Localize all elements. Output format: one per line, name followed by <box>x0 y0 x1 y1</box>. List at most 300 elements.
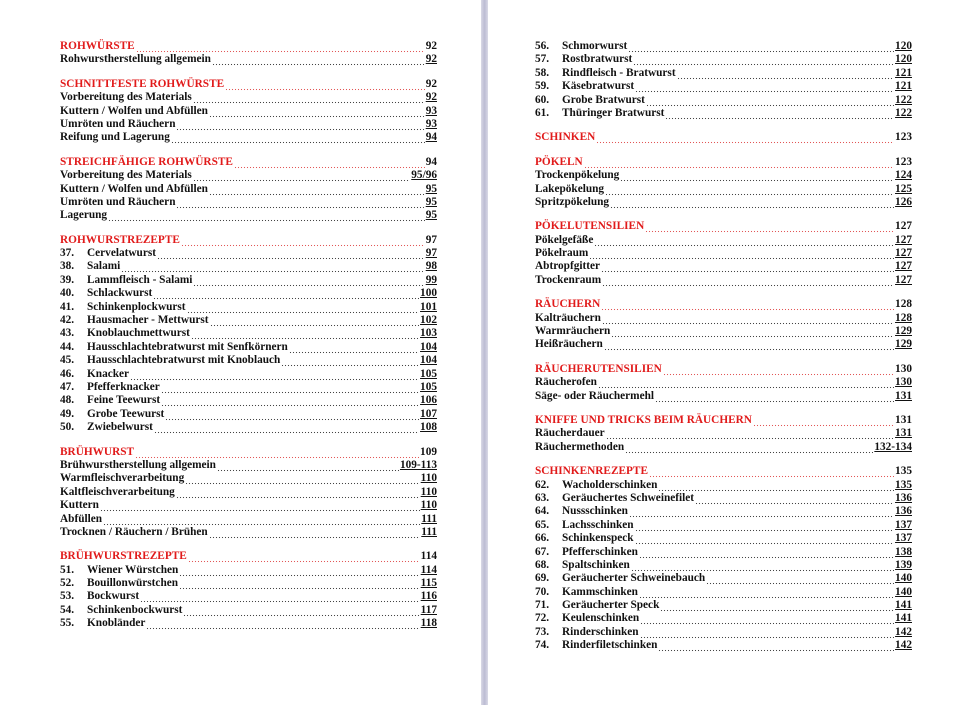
toc-entry-title: Kalträuchern <box>535 311 601 324</box>
toc-entry-title: Schinkenplockwurst <box>87 300 186 313</box>
toc-entry <box>535 639 912 652</box>
toc-page-number: 142 <box>895 625 912 638</box>
dot-leader <box>154 421 419 434</box>
book-gutter <box>481 0 488 705</box>
toc-entry <box>60 274 437 287</box>
toc-entry <box>60 486 437 499</box>
dot-leader <box>658 639 894 652</box>
toc-entry-title: Rinderfiletschinken <box>562 639 658 652</box>
toc-left <box>60 40 437 631</box>
toc-entry-number: 50. <box>60 421 75 434</box>
dot-leader <box>663 363 894 376</box>
toc-page-number: 126 <box>895 195 912 208</box>
toc-section-heading <box>535 156 912 169</box>
toc-page-number: 135 <box>895 465 912 478</box>
dot-leader <box>640 626 894 639</box>
toc-entry <box>535 492 912 505</box>
dot-leader <box>289 341 419 354</box>
dot-leader <box>604 338 894 351</box>
toc-entry-title: Nussschinken <box>562 505 628 518</box>
toc-page-number: 106 <box>420 394 437 407</box>
toc-page-number: 142 <box>895 639 912 652</box>
toc-entry <box>535 53 912 66</box>
dot-leader <box>187 301 419 314</box>
toc-entry <box>535 479 912 492</box>
toc-entry <box>60 526 437 539</box>
dot-leader <box>209 105 425 118</box>
dot-leader <box>188 550 420 563</box>
toc-page-number: 124 <box>895 169 912 182</box>
toc-entry-number: 44. <box>60 340 75 353</box>
toc-page-number: 97 <box>425 247 437 260</box>
toc-entry-title: Keulenschinken <box>562 612 640 625</box>
toc-entry <box>60 617 437 630</box>
toc-page-number: 105 <box>420 367 437 380</box>
toc-page-number: 93 <box>425 117 437 130</box>
toc-entry-title: Warmräuchern <box>535 325 611 338</box>
toc-entry-title: Abtropfgitter <box>535 260 601 273</box>
toc-entry-title: Pfefferschinken <box>562 545 638 558</box>
toc-entry-title: Räuchermethoden <box>535 440 625 453</box>
toc-entry <box>535 196 912 209</box>
toc-page-number: 110 <box>420 472 437 485</box>
toc-entry-title: Umröten und Räuchern <box>60 195 176 208</box>
toc-entry <box>60 301 437 314</box>
dot-leader <box>179 564 419 577</box>
dot-leader <box>631 559 894 572</box>
toc-page-number: 121 <box>895 80 912 93</box>
toc-page-number: 97 <box>425 233 437 246</box>
toc-entry-title: Lammfleisch - Salami <box>87 273 193 286</box>
dot-leader <box>606 427 894 440</box>
toc-entry-title: ROHWÜRSTE <box>60 40 135 52</box>
toc-entry-number: 56. <box>535 40 550 52</box>
toc-entry <box>535 338 912 351</box>
dot-leader <box>635 519 894 532</box>
toc-entry-title: Wiener Würstchen <box>87 563 179 576</box>
toc-entry-title: Rostbratwurst <box>562 53 633 66</box>
toc-entry <box>60 472 437 485</box>
dot-leader <box>629 505 894 518</box>
toc-page-number: 111 <box>421 525 437 538</box>
toc-entry-title: Schinkenspeck <box>562 532 634 545</box>
toc-entry <box>60 394 437 407</box>
toc-section-heading <box>535 414 912 427</box>
toc-entry-title: KNIFFE UND TRICKS BEIM RÄUCHERN <box>535 413 752 426</box>
toc-entry <box>535 532 912 545</box>
toc-page-number: 110 <box>420 485 437 498</box>
toc-entry-title: ROHWURSTREZEPTE <box>60 233 180 246</box>
toc-page-number: 118 <box>420 617 437 630</box>
toc-entry-title: Pfefferknacker <box>87 380 160 393</box>
toc-entry-title: Zwiebelwurst <box>87 421 153 434</box>
toc-entry-number: 45. <box>60 354 75 367</box>
toc-page-number: 100 <box>420 287 437 300</box>
toc-entry <box>60 287 437 300</box>
toc-entry <box>535 559 912 572</box>
toc-page-number: 122 <box>895 93 912 106</box>
toc-entry-number: 63. <box>535 491 550 504</box>
toc-entry-title: Trocknen / Räuchern / Brühen <box>60 525 208 538</box>
dot-leader <box>176 486 420 499</box>
dot-leader <box>135 446 419 459</box>
toc-entry-number: 38. <box>60 260 75 273</box>
dot-leader <box>193 91 425 104</box>
toc-entry-title: Brühwurstherstellung allgemein <box>60 458 216 471</box>
toc-entry-number: 71. <box>535 599 550 612</box>
toc-entry-number: 72. <box>535 612 550 625</box>
toc-entry-title: RÄUCHERN <box>535 298 601 311</box>
toc-entry-title: SCHINKEN <box>535 131 596 144</box>
toc-page-number: 137 <box>895 518 912 531</box>
dot-leader <box>611 325 894 338</box>
toc-page-number: 111 <box>421 512 437 525</box>
dot-leader <box>610 196 894 209</box>
toc-page-number: 109-113 <box>399 458 437 471</box>
toc-page-number: 92 <box>425 53 437 66</box>
toc-section-heading <box>535 465 912 478</box>
toc-entry-number: 41. <box>60 300 75 313</box>
toc-page-number: 94 <box>425 131 437 144</box>
toc-entry-number: 40. <box>60 287 75 300</box>
toc-entry-title: Lachsschinken <box>562 518 634 531</box>
dot-leader <box>193 274 424 287</box>
toc-section-heading <box>60 550 437 563</box>
toc-entry <box>60 105 437 118</box>
toc-entry-title: Thüringer Bratwurst <box>562 106 665 119</box>
toc-entry-title: Lagerung <box>60 209 108 222</box>
toc-page-number: 108 <box>420 421 437 434</box>
toc-entry-number: 74. <box>535 639 550 652</box>
toc-entry <box>535 612 912 625</box>
toc-entry <box>60 327 437 340</box>
toc-page-number: 127 <box>895 260 912 273</box>
toc-page-number: 131 <box>895 427 912 440</box>
toc-page-number: 105 <box>420 380 437 393</box>
toc-page-number: 137 <box>895 532 912 545</box>
toc-entry <box>535 325 912 338</box>
dot-leader <box>103 513 420 526</box>
dot-leader <box>628 40 894 53</box>
toc-entry-number: 53. <box>60 590 75 603</box>
toc-entry-title: BRÜHWURSTREZEPTE <box>60 550 187 563</box>
toc-page-number: 114 <box>420 563 437 576</box>
toc-entry <box>535 376 912 389</box>
toc-entry-number: 59. <box>535 80 550 93</box>
dot-leader <box>596 131 894 144</box>
toc-entry-title: Hausmacher - Mettwurst <box>87 314 209 327</box>
toc-page-number: 132-134 <box>874 440 912 453</box>
toc-page-number: 125 <box>895 182 912 195</box>
toc-entry-number: 39. <box>60 273 75 286</box>
toc-page-number: 117 <box>420 603 437 616</box>
toc-entry <box>60 118 437 131</box>
toc-entry-title: Abfüllen <box>60 512 103 525</box>
toc-entry-title: Pökelraum <box>535 247 589 260</box>
toc-page-number: 121 <box>895 66 912 79</box>
toc-entry-number: 61. <box>535 106 550 119</box>
dot-leader <box>209 183 425 196</box>
dot-leader <box>660 599 894 612</box>
toc-page-number: 115 <box>420 577 437 590</box>
toc-entry <box>535 599 912 612</box>
toc-entry <box>60 499 437 512</box>
dot-leader <box>157 247 425 260</box>
dot-leader <box>658 479 894 492</box>
toc-entry-number: 73. <box>535 625 550 638</box>
toc-page-number: 92 <box>425 40 437 52</box>
toc-entry <box>60 91 437 104</box>
dot-leader <box>140 590 420 603</box>
dot-leader <box>281 354 419 367</box>
toc-entry-title: Kaltfleischverarbeitung <box>60 485 175 498</box>
toc-entry-title: Rohwurstherstellung allgemein <box>60 53 211 66</box>
toc-page-number: 141 <box>895 612 912 625</box>
toc-entry-title: SCHNITTFESTE ROHWÜRSTE <box>60 77 225 90</box>
dot-leader <box>620 169 894 182</box>
toc-entry-title: Feine Teewurst <box>87 394 161 407</box>
toc-entry <box>60 260 437 273</box>
dot-leader <box>753 414 894 427</box>
dot-leader <box>146 617 419 630</box>
toc-page-number: 122 <box>895 106 912 119</box>
toc-entry <box>535 519 912 532</box>
dot-leader <box>649 465 894 478</box>
dot-leader <box>639 546 894 559</box>
toc-entry-title: Schinkenbockwurst <box>87 603 183 616</box>
toc-entry <box>535 80 912 93</box>
toc-entry-title: Knobländer <box>87 617 146 630</box>
toc-entry-title: Kuttern / Wolfen und Abfüllen <box>60 104 208 117</box>
toc-section-heading <box>535 131 912 144</box>
toc-entry-title: Trockenpökelung <box>535 169 620 182</box>
toc-entry-number: 58. <box>535 66 550 79</box>
toc-entry-title: Vorbereitung des Materials <box>60 91 192 104</box>
dot-leader <box>594 234 894 247</box>
dot-leader <box>639 586 894 599</box>
dot-leader <box>589 247 894 260</box>
toc-entry <box>535 247 912 260</box>
toc-page-number: 139 <box>895 558 912 571</box>
dot-leader <box>130 368 419 381</box>
toc-entry-number: 55. <box>60 617 75 630</box>
toc-entry-title: Pökelgefäße <box>535 233 594 246</box>
dot-leader <box>136 40 425 53</box>
dot-leader <box>217 459 399 472</box>
toc-page-number: 129 <box>895 325 912 338</box>
toc-page-number: 131 <box>895 413 912 426</box>
toc-entry-title: RÄUCHERUTENSILIEN <box>535 362 662 375</box>
toc-page-number: 104 <box>420 340 437 353</box>
toc-entry <box>535 505 912 518</box>
toc-page-number: 140 <box>895 572 912 585</box>
toc-entry <box>60 314 437 327</box>
toc-page-number: 109 <box>420 445 437 458</box>
toc-page-number: 120 <box>895 40 912 52</box>
toc-entry-title: Trockenraum <box>535 273 602 286</box>
toc-section-heading <box>60 446 437 459</box>
toc-page-number: 116 <box>420 590 437 603</box>
toc-entry <box>535 312 912 325</box>
toc-page-number: 95 <box>425 195 437 208</box>
toc-entry-title: Geräucherter Speck <box>562 599 660 612</box>
toc-entry <box>60 513 437 526</box>
dot-leader <box>602 312 894 325</box>
toc-page-number: 99 <box>425 273 437 286</box>
toc-entry-title: Spaltschinken <box>562 558 630 571</box>
toc-entry <box>60 341 437 354</box>
toc-entry-title: Vorbereitung des Materials <box>60 169 192 182</box>
toc-entry <box>60 247 437 260</box>
dot-leader <box>191 327 419 340</box>
dot-leader <box>176 196 424 209</box>
toc-page-number: 107 <box>420 407 437 420</box>
dot-leader <box>161 394 419 407</box>
toc-entry <box>60 196 437 209</box>
toc-page-number: 127 <box>895 247 912 260</box>
dot-leader <box>706 572 894 585</box>
toc-entry-title: Knacker <box>87 367 130 380</box>
toc-page-number: 94 <box>425 155 437 168</box>
toc-page-number: 129 <box>895 338 912 351</box>
dot-leader <box>635 532 894 545</box>
toc-entry-number: 42. <box>60 314 75 327</box>
toc-section-heading <box>535 220 912 233</box>
toc-entry-number: 51. <box>60 563 75 576</box>
toc-entry-number: 47. <box>60 380 75 393</box>
dot-leader <box>602 274 894 287</box>
dot-leader <box>108 209 425 222</box>
toc-section-heading <box>535 363 912 376</box>
toc-entry <box>60 183 437 196</box>
toc-page-number: 136 <box>895 491 912 504</box>
dot-leader <box>181 234 425 247</box>
toc-entry-title: Kuttern / Wolfen und Abfüllen <box>60 182 208 195</box>
dot-leader <box>210 314 420 327</box>
toc-entry <box>535 183 912 196</box>
toc-entry <box>535 107 912 120</box>
toc-entry <box>535 546 912 559</box>
toc-entry-title: Hausschlachtebratwurst mit Knoblauch <box>87 354 281 367</box>
dot-leader <box>176 118 424 131</box>
toc-entry-title: Bouillonwürstchen <box>87 577 179 590</box>
toc-entry-title: Räucherdauer <box>535 427 605 440</box>
toc-page-number: 92 <box>425 91 437 104</box>
toc-entry-title: Kuttern <box>60 499 99 512</box>
toc-entry <box>535 441 912 454</box>
toc-entry-title: Salami <box>87 260 121 273</box>
toc-entry-title: Cervelatwurst <box>87 247 157 260</box>
toc-page-number: 131 <box>895 389 912 402</box>
dot-leader <box>121 260 424 273</box>
toc-entry-number: 54. <box>60 603 75 616</box>
toc-entry-title: Rindfleisch - Bratwurst <box>562 66 676 79</box>
toc-page-number: 128 <box>895 311 912 324</box>
toc-entry-title: PÖKELUTENSILIEN <box>535 220 645 233</box>
toc-entry-number: 43. <box>60 327 75 340</box>
toc-entry-number: 62. <box>535 478 550 491</box>
toc-entry <box>60 368 437 381</box>
toc-page-number: 102 <box>420 314 437 327</box>
toc-entry <box>60 564 437 577</box>
toc-entry <box>60 354 437 367</box>
toc-entry <box>60 169 437 182</box>
toc-page-number: 135 <box>895 478 912 491</box>
dot-leader <box>605 183 894 196</box>
toc-entry-title: Heißräuchern <box>535 338 603 351</box>
toc-page-number: 95/96 <box>411 169 437 182</box>
toc-entry-number: 37. <box>60 247 75 260</box>
toc-entry <box>535 274 912 287</box>
toc-entry-number: 69. <box>535 572 550 585</box>
dot-leader <box>193 169 410 182</box>
dot-leader <box>655 390 894 403</box>
toc-entry-title: Knoblauchmettwurst <box>87 327 190 340</box>
dot-leader <box>225 78 425 91</box>
toc-entry-title: Rinderschinken <box>562 625 639 638</box>
dot-leader <box>601 298 894 311</box>
toc-section-heading <box>60 156 437 169</box>
toc-section-heading <box>60 40 437 53</box>
toc-entry-number: 48. <box>60 394 75 407</box>
toc-entry <box>535 260 912 273</box>
toc-entry <box>535 234 912 247</box>
toc-page-number: 127 <box>895 273 912 286</box>
dot-leader <box>185 472 419 485</box>
dot-leader <box>171 131 425 144</box>
toc-entry <box>60 131 437 144</box>
toc-page-number: 123 <box>895 131 912 144</box>
toc-page-number: 103 <box>420 327 437 340</box>
dot-leader <box>677 67 894 80</box>
dot-leader <box>695 492 894 505</box>
toc-entry <box>60 421 437 434</box>
toc-page-number: 92 <box>425 77 437 90</box>
toc-entry <box>60 408 437 421</box>
toc-entry-title: Hausschlachtebratwurst mit Senfkörnern <box>87 340 288 353</box>
toc-section-heading <box>535 298 912 311</box>
toc-entry <box>535 427 912 440</box>
toc-entry-number: 60. <box>535 93 550 106</box>
toc-entry-title: Geräucherter Schweinebauch <box>562 572 706 585</box>
toc-entry-number: 66. <box>535 532 550 545</box>
toc-entry <box>535 67 912 80</box>
toc-entry-title: Wacholderschinken <box>562 478 658 491</box>
toc-section-heading <box>60 234 437 247</box>
toc-entry-title: Spritzpökelung <box>535 195 610 208</box>
toc-entry <box>535 572 912 585</box>
toc-page-number: 98 <box>425 260 437 273</box>
toc-page-number: 128 <box>895 298 912 311</box>
toc-entry-title: Schlackwurst <box>87 287 153 300</box>
toc-entry-title: Grobe Bratwurst <box>562 93 645 106</box>
toc-entry-number: 52. <box>60 577 75 590</box>
dot-leader <box>598 376 894 389</box>
toc-entry <box>60 381 437 394</box>
toc-entry-number: 70. <box>535 585 550 598</box>
toc-entry-title: Schmorwurst <box>562 40 628 52</box>
toc-entry <box>535 586 912 599</box>
toc-entry-number: 46. <box>60 367 75 380</box>
toc-entry-number: 57. <box>535 53 550 66</box>
toc-page-number: 123 <box>895 155 912 168</box>
dot-leader <box>601 260 894 273</box>
toc-entry-title: Kammschinken <box>562 585 638 598</box>
toc-page-number: 95 <box>425 209 437 222</box>
toc-entry <box>535 94 912 107</box>
toc-page-number: 136 <box>895 505 912 518</box>
toc-entry-title: Grobe Teewurst <box>87 407 165 420</box>
